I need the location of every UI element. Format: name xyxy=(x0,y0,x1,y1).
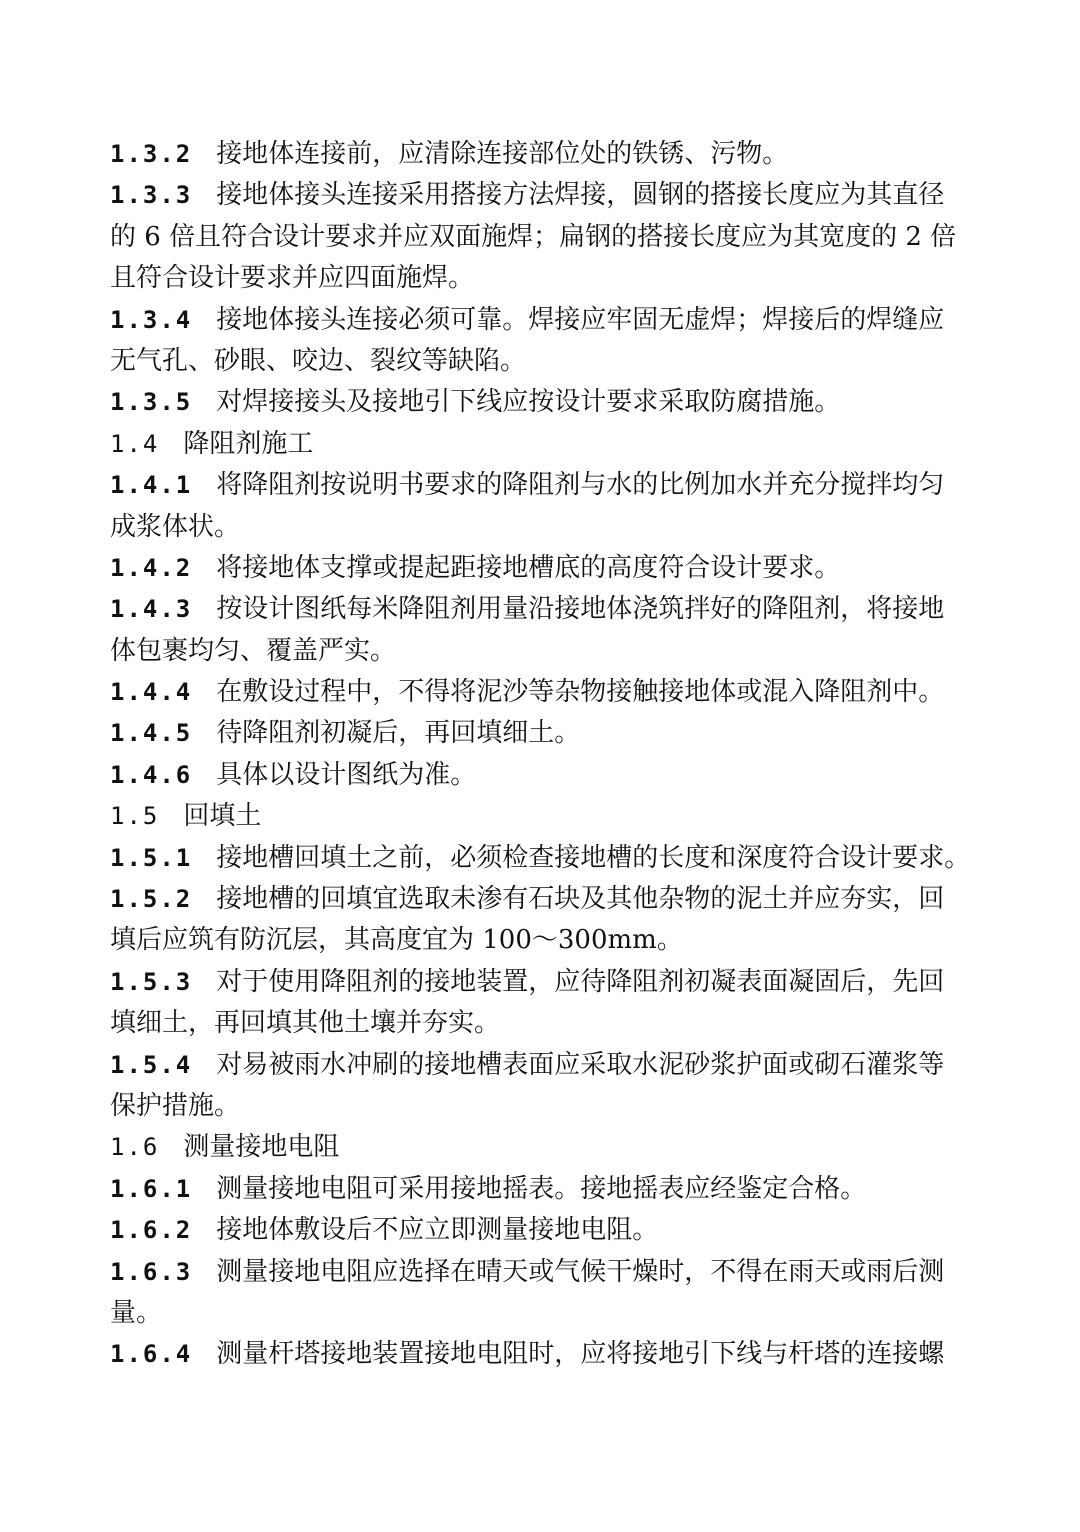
clause-line xyxy=(110,465,972,506)
clause-line xyxy=(110,1252,972,1293)
document-body xyxy=(110,134,972,1376)
clause-continuation-line xyxy=(110,258,972,299)
clause-number: 1.6.4 xyxy=(110,1340,193,1369)
clause-text: 接地体连接前，应清除连接部位处的铁锈、污物。 xyxy=(216,139,789,169)
clause-text: 接地体敷设后不应立即测量接地电阻。 xyxy=(216,1215,659,1246)
clause-number: 1.4.1 xyxy=(110,471,193,500)
clause-line xyxy=(110,1169,972,1210)
clause-number: 1.6.1 xyxy=(110,1174,193,1203)
clause-continuation-line xyxy=(110,507,972,548)
clause-number: 1.4.4 xyxy=(110,678,193,707)
clause-line xyxy=(110,382,972,423)
section-title: 降阻剂施工 xyxy=(183,428,314,459)
clause-number: 1.6.2 xyxy=(110,1216,193,1245)
clause-line xyxy=(110,755,972,796)
clause-number: 1.5.3 xyxy=(110,967,193,996)
clause-line xyxy=(110,879,972,920)
clause-text: 测量杆塔接地装置接地电阻时，应将接地引下线与杆塔的连接螺 xyxy=(216,1339,945,1370)
clause-text: 接地槽的回填宜选取未渗有石块及其他杂物的泥土并应夯实，回 xyxy=(216,884,945,915)
clause-text: 填细土，再回填其他土壤并夯实。 xyxy=(110,1008,501,1039)
clause-line xyxy=(110,134,972,175)
clause-line xyxy=(110,1334,972,1375)
clause-text: 在敷设过程中，不得将泥沙等杂物接触接地体或混入降阻剂中。 xyxy=(216,677,945,708)
clause-line xyxy=(110,962,972,1003)
clause-number: 1.3.4 xyxy=(110,305,193,334)
clause-continuation-line xyxy=(110,1086,972,1127)
clause-line xyxy=(110,175,972,216)
clause-number: 1.6.3 xyxy=(110,1257,193,1286)
clause-line xyxy=(110,548,972,589)
clause-text: 对易被雨水冲刷的接地槽表面应采取水泥砂浆护面或砌石灌浆等 xyxy=(216,1049,945,1080)
clause-text: 无气孔、砂眼、咬边、裂纹等缺陷。 xyxy=(110,345,527,376)
clause-continuation-line xyxy=(110,217,972,258)
clause-line xyxy=(110,1210,972,1251)
section-number: 1.6 xyxy=(110,1133,160,1162)
clause-text: 对于使用降阻剂的接地装置，应待降阻剂初凝表面凝固后，先回 xyxy=(216,966,945,997)
clause-text: 的 6 倍且符合设计要求并应双面施焊；扁钢的搭接长度应为其宽度的 2 倍 xyxy=(110,221,957,252)
clause-text: 量。 xyxy=(110,1297,163,1328)
clause-number: 1.5.4 xyxy=(110,1050,193,1079)
section-title: 回填土 xyxy=(183,801,262,832)
clause-text: 具体以设计图纸为准。 xyxy=(216,759,477,790)
clause-text: 测量接地电阻应选择在晴天或气候干燥时，不得在雨天或雨后测 xyxy=(216,1256,945,1287)
clause-text: 接地体接头连接必须可靠。焊接应牢固无虚焊；焊接后的焊缝应 xyxy=(216,304,945,335)
section-title: 测量接地电阻 xyxy=(183,1132,340,1163)
clause-text: 接地体接头连接采用搭接方法焊接，圆钢的搭接长度应为其直径 xyxy=(216,180,945,211)
clause-text: 对焊接接头及接地引下线应按设计要求采取防腐措施。 xyxy=(216,387,841,418)
clause-line xyxy=(110,838,972,879)
clause-line xyxy=(110,713,972,754)
clause-text: 测量接地电阻可采用接地摇表。接地摇表应经鉴定合格。 xyxy=(216,1173,867,1204)
clause-text: 按设计图纸每米降阻剂用量沿接地体浇筑拌好的降阻剂，将接地 xyxy=(216,594,945,625)
clause-number: 1.3.3 xyxy=(110,181,193,210)
clause-continuation-line xyxy=(110,1293,972,1334)
clause-text: 将降阻剂按说明书要求的降阻剂与水的比例加水并充分搅拌均匀 xyxy=(216,470,945,501)
section-heading xyxy=(110,424,972,465)
clause-continuation-line xyxy=(110,631,972,672)
clause-text: 且符合设计要求并应四面施焊。 xyxy=(110,263,475,294)
clause-number: 1.4.5 xyxy=(110,719,193,748)
section-heading xyxy=(110,796,972,837)
clause-line xyxy=(110,1045,972,1086)
clause-text: 待降阻剂初凝后，再回填细土。 xyxy=(216,718,581,749)
clause-number: 1.3.2 xyxy=(110,140,193,168)
clause-line xyxy=(110,672,972,713)
clause-line xyxy=(110,589,972,630)
clause-number: 1.5.1 xyxy=(110,843,193,872)
clause-text: 将接地体支撑或提起距接地槽底的高度符合设计要求。 xyxy=(216,552,841,583)
clause-text: 接地槽回填土之前，必须检查接地槽的长度和深度符合设计要求。 xyxy=(216,842,971,873)
clause-continuation-line xyxy=(110,341,972,382)
clause-number: 1.5.2 xyxy=(110,885,193,914)
clause-number: 1.3.5 xyxy=(110,388,193,417)
section-heading xyxy=(110,1127,972,1168)
clause-text: 保护措施。 xyxy=(110,1090,241,1121)
clause-text: 成浆体状。 xyxy=(110,511,241,542)
section-number: 1.4 xyxy=(110,429,160,458)
clause-line xyxy=(110,300,972,341)
clause-number: 1.4.2 xyxy=(110,553,193,582)
clause-number: 1.4.6 xyxy=(110,760,193,789)
clause-number: 1.4.3 xyxy=(110,595,193,624)
clause-text: 体包裹均匀、覆盖严实。 xyxy=(110,635,397,666)
clause-text: 填后应筑有防沉层，其高度宜为 100～300mm。 xyxy=(110,925,683,956)
clause-continuation-line xyxy=(110,920,972,961)
clause-continuation-line xyxy=(110,1003,972,1044)
section-number: 1.5 xyxy=(110,802,160,831)
